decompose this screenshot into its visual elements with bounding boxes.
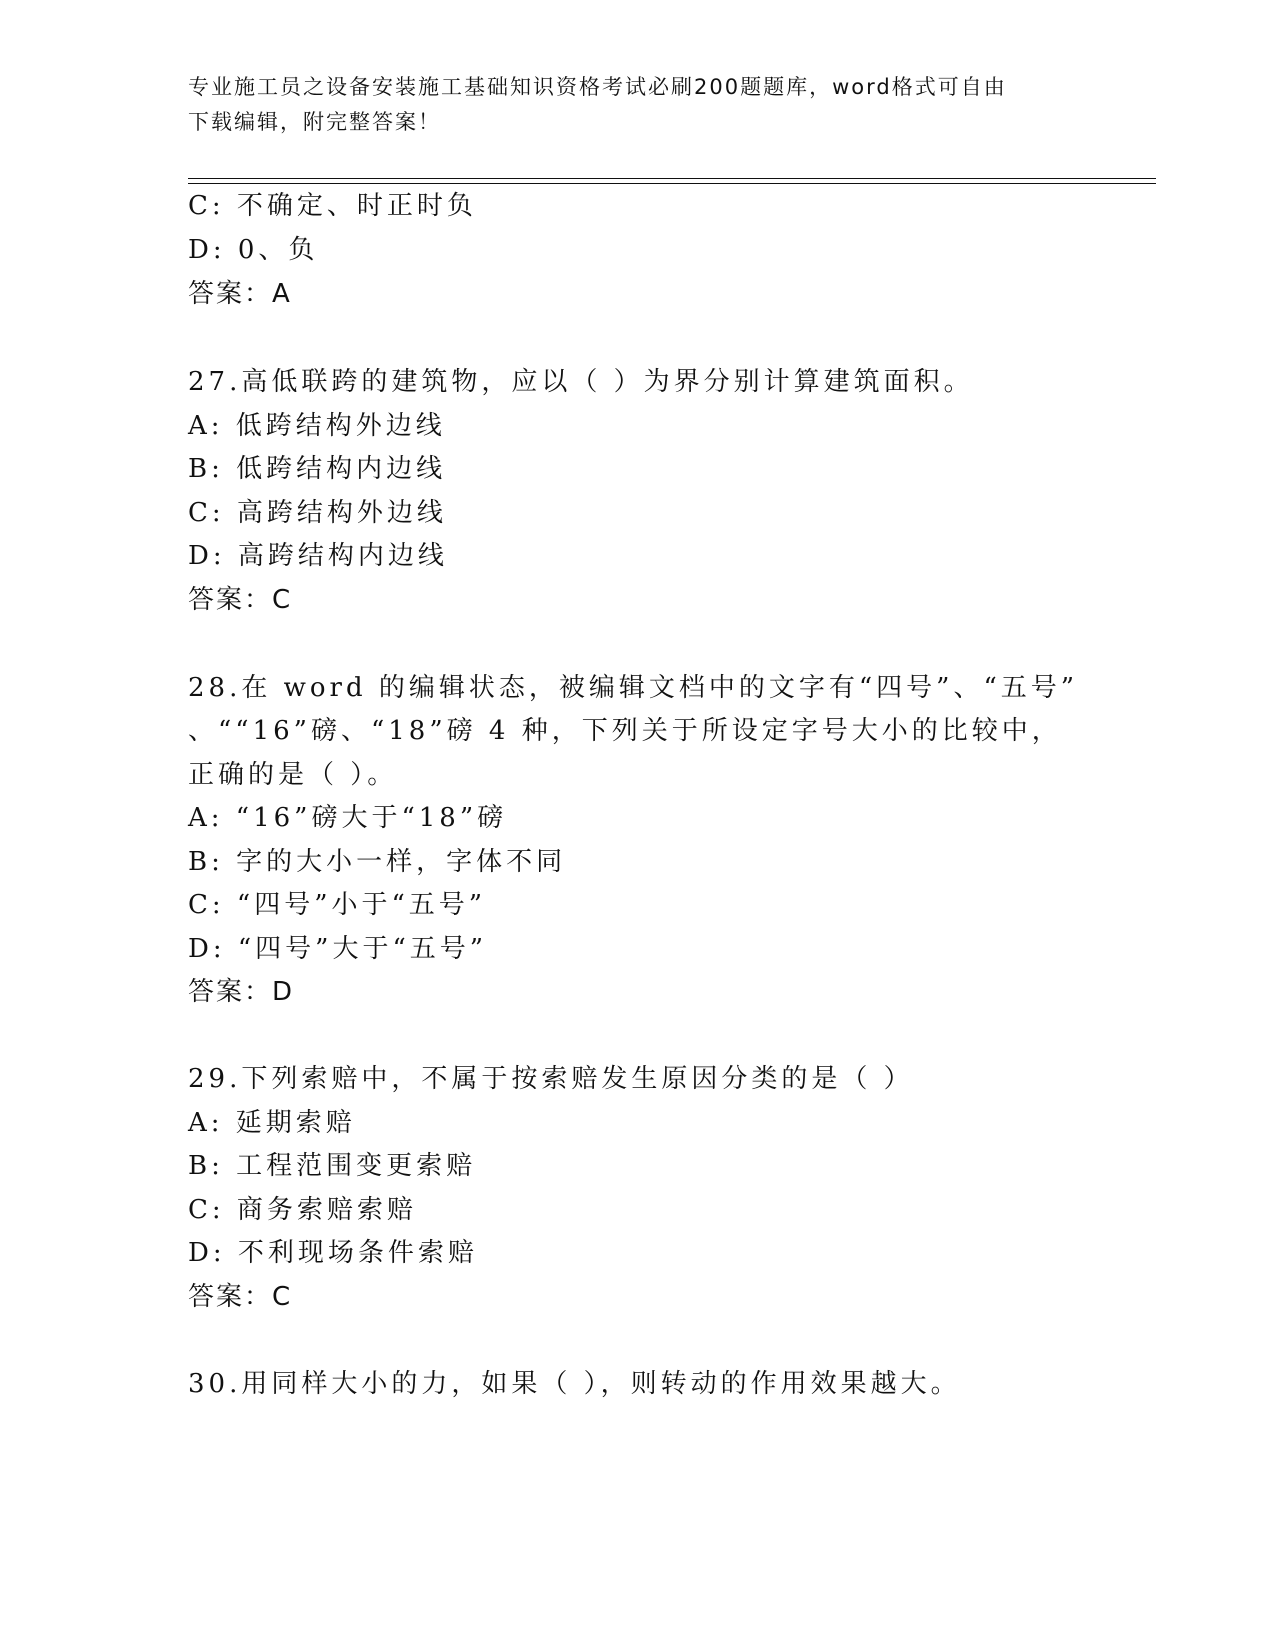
header-rule-top	[188, 178, 1156, 179]
q27-option-b: B: 低跨结构内边线	[188, 454, 447, 484]
q28-stem-line-1: 28.在 word 的编辑状态，被编辑文档中的文字有“四号”、“五号”	[188, 673, 1079, 703]
q28-option-d: D: “四号”大于“五号”	[188, 934, 488, 964]
prev-option-d: D: 0、负	[188, 235, 319, 265]
q28-option-a: A: “16”磅大于“18”磅	[188, 803, 508, 833]
q28-option-b: B: 字的大小一样，字体不同	[188, 847, 567, 877]
q29-option-a: A: 延期索赔	[188, 1108, 356, 1138]
q27-option-c: C: 高跨结构外边线	[188, 498, 447, 528]
prev-answer: 答案：A	[188, 279, 292, 309]
q28-stem-line-2: 、““16”磅、“18”磅 4 种，下列关于所设定字号大小的比较中，	[188, 716, 1062, 746]
q29-answer: 答案：C	[188, 1282, 293, 1312]
q28-stem-line-3: 正确的是（ ）。	[188, 760, 398, 790]
header-title-line-1: 专业施工员之设备安装施工基础知识资格考试必刷200题题库，word格式可自由	[188, 75, 1007, 99]
q27-stem: 27.高低联跨的建筑物，应以（ ）为界分别计算建筑面积。	[188, 367, 974, 397]
q29-stem: 29.下列索赔中，不属于按索赔发生原因分类的是（ ）	[188, 1064, 914, 1094]
q27-option-a: A: 低跨结构外边线	[188, 411, 446, 441]
document-header	[188, 70, 1088, 140]
q29-option-c: C: 商务索赔索赔	[188, 1195, 417, 1225]
q29-option-b: B: 工程范围变更索赔	[188, 1151, 477, 1181]
prev-option-c: C: 不确定、时正时负	[188, 191, 477, 221]
header-title-line-2: 下载编辑，附完整答案！	[188, 110, 441, 134]
header-rule-bottom	[188, 183, 1156, 184]
q29-option-d: D: 不利现场条件索赔	[188, 1238, 478, 1268]
q28-option-c: C: “四号”小于“五号”	[188, 890, 487, 920]
q28-answer: 答案：D	[188, 977, 295, 1007]
q30-stem: 30.用同样大小的力，如果（ ），则转动的作用效果越大。	[188, 1369, 961, 1399]
q27-option-d: D: 高跨结构内边线	[188, 541, 448, 571]
q27-answer: 答案：C	[188, 585, 293, 615]
